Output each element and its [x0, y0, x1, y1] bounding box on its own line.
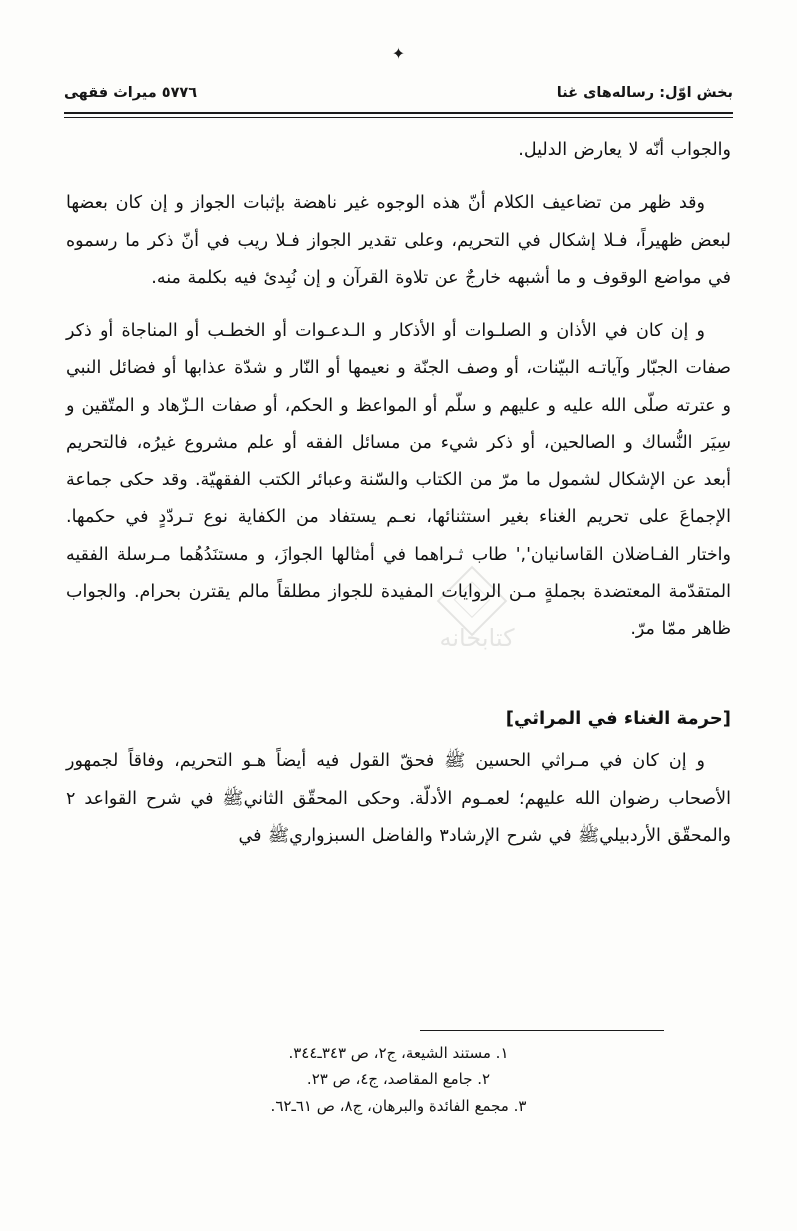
paragraph-spacer: [66, 301, 731, 313]
paragraph-spacer: [66, 173, 731, 185]
paragraph: والجواب أنّه لا يعارض الدليل.: [518, 140, 731, 160]
top-ornament: ✦: [391, 44, 406, 63]
watermark-label: كتابخانه: [439, 624, 515, 652]
section-spacer: [66, 652, 731, 708]
page-header: [64, 78, 733, 108]
footnote-item: ٢. جامع المقاصد، ج٤، ص ٢٣.: [306, 1070, 491, 1089]
footnote-list: [66, 1040, 731, 1119]
header-book-title-and-page: ٥٧٧٦ ميراث فقهى: [64, 85, 198, 101]
footnote-item: ١. مستند الشيعة، ج٢، ص ٣٤٣ـ٣٤٤.: [288, 1044, 509, 1062]
header-divider: [64, 112, 733, 114]
header-section-title: بخش اوّل: رساله‌هاى غنا: [556, 85, 733, 101]
footnote-item: ٣. مجمع الفائدة والبرهان، ج٨، ص ٦١ـ٦٢.: [270, 1096, 527, 1115]
footnote-divider: [420, 1030, 664, 1031]
section-heading: [حرمة الغناء في المراثي]: [505, 708, 731, 730]
paragraph: وقد ظهر من تضاعيف الكلام أنّ هذه الوجوه غير ناهضة بإثبات الجواز و إن كان بعضها لبعض ظهيراً، فـلا إشكال في التحريم، وعلى تقدير الجواز فـلا ريب في أنّ ذكر ما رسموه في مواضع الوقوف و ما أشبهه خارجٌ عن تلاوة القرآن و إن نُبِدئ فيه بكلمة منه.: [66, 193, 731, 288]
paragraph: و إن كان في الأذان و الصلـوات أو الأذكار و الـدعـوات أو الخطـب أو المناجاة أو ذكر صفات الجبّار وآياتـه البيّنات، أو وصف الجنّة و نعيمها أو النّار و شدّة عذابها أو فضائل النبي و عترته صلّى الله عليه و عليهم و سلّم أو المواعظ و الحكم، أو صفات الـزّهاد و المتّقين و سِيَر النُّساك و الصالحين، أو ذكر شيء من مسائل الفقه أو علم مشروع غيرُه، فالتحريم أبعد عن الإشكال لشمول ما مرّ من الكتاب والسّنة وعبائر الكتب الفقهيّة. وقد حكى جماعة الإجماعَ على تحريم الغناء بغير استثنائها، نعـم يستفاد من الكفاية نوع تـردّدٍ في حكمها. واختار الفـاضلان القاسانيان',' طاب ثـراهما في أمثالها الجوازَ، و مستنَدُهُما مـرسلة الفقيه المتقدّمة المعتضدة بجملةٍ مـن الروايات المفيدة للجواز مطلقاً مالم يقترن بحرام. والجواب ظاهر ممّا مرّ.: [66, 321, 731, 640]
paragraph: و إن كان في مـراثي الحسين ﷺ فحقّ القول فيه أيضاً هـو التحريم، وفاقاً لجمهور الأصحاب رضوان الله عليهم؛ لعمـوم الأدلّة. وحكى المحقّق الثانيﷺ في شرح القواعد ٢ والمحقّق الأردبيليﷺ في شرح الإرشاد٣ والفاضل السبزواريﷺ في: [66, 751, 731, 846]
page-body: [66, 132, 731, 859]
